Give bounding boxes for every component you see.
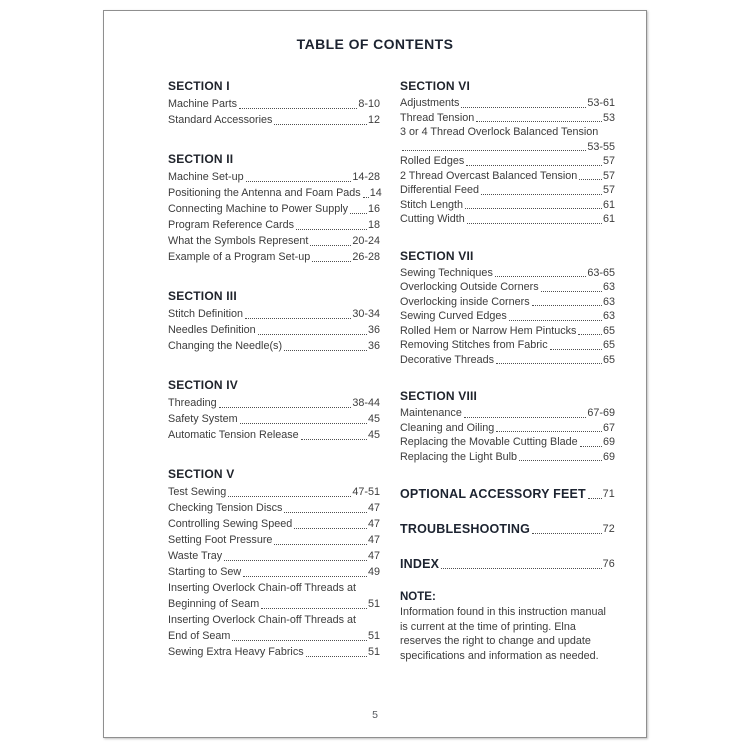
toc-entry-label: Replacing the Light Bulb	[400, 450, 518, 463]
toc-entry	[400, 324, 615, 339]
toc-entry-label: Cleaning and Oiling	[400, 421, 495, 434]
toc-section	[168, 152, 380, 265]
dot-leader	[495, 276, 587, 277]
toc-entry-label: Rolled Edges	[400, 155, 465, 167]
toc-entry-page: 51	[367, 598, 380, 610]
dot-leader	[363, 197, 369, 198]
toc-entry	[400, 353, 615, 368]
toc-entry-label: Changing the Needle(s)	[168, 340, 283, 352]
toc-entry-page: 67	[602, 421, 615, 434]
toc-entry	[400, 280, 615, 295]
toc-column-left	[168, 79, 380, 684]
dot-leader	[464, 417, 587, 418]
dot-leader	[240, 423, 367, 424]
toc-entry-page: 47	[367, 502, 380, 514]
note-block	[400, 591, 615, 663]
dot-leader	[580, 446, 602, 447]
toc-entry-page: 47	[367, 550, 380, 562]
toc-entry-label: 3 or 4 Thread Overlock Balanced Tension	[400, 126, 599, 138]
toc-column-right	[400, 79, 615, 663]
toc-entry-label: Checking Tension Discs	[168, 502, 283, 514]
toc-entry	[168, 96, 380, 112]
toc-entry-label: Sewing Extra Heavy Fabrics	[168, 646, 304, 658]
toc-entry-label: 2 Thread Overcast Balanced Tension	[400, 169, 578, 182]
toc-entry	[168, 322, 380, 338]
page-title: TABLE OF CONTENTS	[296, 36, 454, 52]
toc-entry-page: 47	[367, 534, 380, 546]
toc-section	[168, 467, 380, 660]
dot-leader	[274, 544, 367, 545]
dot-leader	[312, 261, 351, 262]
toc-entry-page: 72	[602, 523, 615, 535]
toc-entry	[400, 212, 615, 227]
toc-entry	[168, 516, 380, 532]
dot-leader	[532, 305, 602, 306]
dot-leader	[228, 496, 351, 497]
toc-entry-label: Cutting Width	[400, 213, 465, 225]
toc-entry-page: 36	[367, 324, 380, 336]
dot-leader	[461, 107, 586, 108]
toc-entry-page: 63	[602, 281, 615, 293]
dot-leader	[243, 576, 367, 577]
toc-entry-page: 12	[367, 114, 380, 126]
toc-entry	[400, 96, 615, 111]
toc-section	[168, 79, 380, 128]
toc-entry-label: Waste Tray	[168, 550, 223, 562]
toc-entry	[400, 486, 615, 502]
toc-entry	[168, 185, 380, 201]
dot-leader	[466, 165, 602, 166]
toc-entry-page: 63	[602, 310, 615, 322]
toc-entry-page: 63-65	[587, 266, 615, 279]
toc-entry	[400, 556, 615, 572]
toc-entry-page: 65	[602, 339, 615, 351]
dot-leader	[578, 334, 602, 335]
toc-entry-label: Maintenance	[400, 407, 462, 419]
toc-entry	[400, 309, 615, 324]
toc-entry-label: Machine Parts	[168, 98, 238, 110]
toc-entry	[400, 450, 615, 465]
toc-entry-label: Machine Set-up	[168, 171, 244, 183]
toc-entry-page: 36	[367, 340, 380, 352]
toc-entry	[400, 183, 615, 198]
toc-entry	[400, 266, 615, 281]
toc-entry-label: Differential Feed	[400, 184, 480, 196]
toc-entry-label: Starting to Sew	[168, 566, 242, 578]
toc-entry-label: TROUBLESHOOTING	[400, 522, 531, 536]
toc-entry-label: Replacing the Movable Cutting Blade	[400, 436, 578, 448]
toc-entry	[168, 169, 380, 185]
toc-entry-page: 71	[602, 488, 615, 500]
toc-entry-page: 38-44	[352, 397, 380, 409]
toc-entry-page: 67-69	[587, 407, 615, 419]
toc-entry-label: OPTIONAL ACCESSORY FEET	[400, 487, 586, 501]
toc-entry	[168, 427, 380, 443]
toc-entry-label: Standard Accessories	[168, 114, 273, 126]
toc-entry-page: 45	[367, 413, 380, 425]
toc-entry-label: Decorative Threads	[400, 353, 495, 366]
toc-entry-page: 57	[602, 169, 615, 182]
toc-entry-label: Rolled Hem or Narrow Hem Pintucks	[400, 324, 577, 337]
toc-entry	[168, 564, 380, 580]
dot-leader	[550, 349, 602, 350]
toc-entry	[400, 169, 615, 184]
dot-leader	[219, 407, 352, 408]
toc-entry	[168, 249, 380, 265]
dot-leader	[509, 320, 602, 321]
section-heading: SECTION I	[168, 79, 230, 93]
toc-entry-label: Safety System	[168, 413, 238, 425]
toc-entry-label: Inserting Overlock Chain-off Threads at	[168, 614, 357, 626]
toc-entry-label: Thread Tension	[400, 111, 475, 124]
dot-leader	[232, 640, 367, 641]
toc-entry	[168, 484, 380, 500]
toc-entry-label: Automatic Tension Release	[168, 429, 299, 441]
section-heading: SECTION V	[168, 467, 235, 481]
toc-entry	[400, 111, 615, 126]
toc-entry-label: What the Symbols Represent	[168, 235, 309, 247]
toc-entry	[168, 395, 380, 411]
toc-section	[168, 378, 380, 443]
section-heading: SECTION IV	[168, 378, 239, 392]
toc-entry	[168, 411, 380, 427]
toc-entry	[168, 612, 380, 628]
toc-entry-label: Removing Stitches from Fabric	[400, 339, 548, 351]
dot-leader	[496, 363, 602, 364]
toc-entry-label: Inserting Overlock Chain-off Threads at	[168, 582, 357, 594]
dot-leader	[496, 431, 602, 432]
toc-entry-label: Stitch Definition	[168, 308, 244, 320]
dot-leader	[476, 121, 602, 122]
toc-entry	[168, 233, 380, 249]
section-heading: SECTION VIII	[400, 389, 478, 403]
toc-entry-page: 51	[367, 646, 380, 658]
toc-entry-label: Program Reference Cards	[168, 219, 295, 231]
toc-entry	[400, 295, 615, 310]
toc-entry	[400, 406, 615, 421]
toc-entry-label: Example of a Program Set-up	[168, 251, 311, 263]
toc-entry-page: 47-51	[352, 486, 380, 498]
dot-leader	[284, 350, 367, 351]
toc-entry-page: 8-10	[358, 98, 380, 110]
toc-entry	[400, 140, 615, 155]
toc-section	[168, 289, 380, 354]
toc-entry	[168, 596, 380, 612]
page-number: 5	[372, 709, 378, 721]
toc-section	[400, 79, 615, 227]
dot-leader	[465, 208, 602, 209]
toc-entry-page: 63	[602, 295, 615, 308]
dot-leader	[301, 439, 367, 440]
toc-entry-page: 14-28	[352, 171, 380, 183]
dot-leader	[541, 291, 602, 292]
toc-entry	[400, 338, 615, 353]
toc-entry-page: 47	[367, 518, 380, 530]
toc-standalone-entries	[400, 486, 615, 572]
dot-leader	[246, 181, 352, 182]
toc-entry-label: Test Sewing	[168, 486, 227, 498]
section-heading: SECTION VI	[400, 79, 471, 93]
dot-leader	[306, 656, 367, 657]
toc-entry-page: 49	[367, 566, 380, 578]
toc-entry-page: 61	[602, 198, 615, 211]
toc-entry	[400, 435, 615, 450]
toc-section	[400, 389, 615, 464]
toc-entry-label: INDEX	[400, 557, 440, 571]
toc-entry-page: 61	[602, 213, 615, 225]
toc-entry-label: Overlocking inside Corners	[400, 295, 530, 308]
toc-entry-page: 20-24	[352, 235, 380, 247]
toc-entry-label: Connecting Machine to Power Supply	[168, 203, 349, 215]
dot-leader	[224, 560, 367, 561]
toc-entry-page: 65	[602, 324, 615, 337]
note-heading: NOTE:	[400, 591, 436, 603]
toc-entry-label: Positioning the Antenna and Foam Pads	[168, 187, 361, 199]
dot-leader	[294, 528, 367, 529]
toc-entry-page: 65	[602, 353, 615, 366]
toc-entry	[168, 644, 380, 660]
toc-entry	[400, 521, 615, 537]
dot-leader	[588, 498, 602, 499]
dot-leader	[481, 194, 602, 195]
toc-entry	[168, 338, 380, 354]
dot-leader	[284, 512, 367, 513]
toc-entry-label: Sewing Techniques	[400, 266, 493, 279]
dot-leader	[274, 124, 367, 125]
toc-entry	[168, 532, 380, 548]
toc-entry	[400, 421, 615, 436]
toc-entry-page: 18	[367, 219, 380, 231]
toc-entry-page: 76	[602, 558, 615, 570]
section-heading: SECTION II	[168, 152, 234, 166]
toc-entry-label: Threading	[168, 397, 217, 409]
toc-entry-page: 14	[369, 187, 382, 199]
dot-leader	[402, 150, 586, 151]
toc-section	[400, 249, 615, 368]
dot-leader	[519, 460, 602, 461]
toc-entry-page: 69	[602, 450, 615, 463]
toc-entry-label: Controlling Sewing Speed	[168, 518, 293, 530]
toc-entry-page: 26-28	[352, 251, 380, 263]
toc-entry	[168, 201, 380, 217]
toc-entry-page: 69	[602, 436, 615, 448]
toc-entry-label: Setting Foot Pressure	[168, 534, 273, 546]
dot-leader	[441, 568, 601, 569]
toc-entry-label: Stitch Length	[400, 198, 464, 211]
dot-leader	[532, 533, 601, 534]
toc-entry	[168, 628, 380, 644]
toc-entry-label: Needles Definition	[168, 324, 256, 336]
toc-entry	[400, 125, 615, 140]
toc-entry-page: 53-55	[587, 140, 615, 153]
toc-entry-page: 30-34	[352, 308, 380, 320]
toc-entry-label: End of Seam	[168, 630, 231, 642]
toc-entry-page: 45	[367, 429, 380, 441]
toc-entry-label: Adjustments	[400, 97, 460, 109]
dot-leader	[245, 318, 351, 319]
toc-entry-label: Beginning of Seam	[168, 598, 260, 610]
toc-entry	[168, 580, 380, 596]
dot-leader	[258, 334, 367, 335]
toc-entry	[400, 154, 615, 169]
toc-entry	[168, 112, 380, 128]
section-heading: SECTION III	[168, 289, 237, 303]
toc-entry-page: 53	[602, 111, 615, 124]
toc-entry-page: 57	[602, 155, 615, 167]
section-heading: SECTION VII	[400, 248, 474, 263]
toc-entry-page: 53-61	[587, 97, 615, 109]
dot-leader	[296, 229, 367, 230]
toc-entry-label: Sewing Curved Edges	[400, 310, 507, 322]
toc-entry-page: 16	[367, 203, 380, 215]
toc-entry	[168, 217, 380, 233]
toc-entry-page: 51	[367, 630, 380, 642]
dot-leader	[310, 245, 351, 246]
dot-leader	[350, 213, 367, 214]
dot-leader	[579, 179, 602, 180]
toc-entry	[400, 198, 615, 213]
toc-entry-page: 57	[602, 184, 615, 196]
toc-entry	[168, 500, 380, 516]
toc-entry	[168, 548, 380, 564]
toc-entry-label: Overlocking Outside Corners	[400, 281, 539, 293]
dot-leader	[467, 223, 602, 224]
document-page	[103, 10, 647, 738]
toc-entry	[168, 306, 380, 322]
dot-leader	[239, 108, 357, 109]
note-body: Information found in this instruction manual is current at the time of printing. Elna reserves the right to change and update specifications and information as needed.	[400, 606, 606, 662]
dot-leader	[261, 608, 367, 609]
